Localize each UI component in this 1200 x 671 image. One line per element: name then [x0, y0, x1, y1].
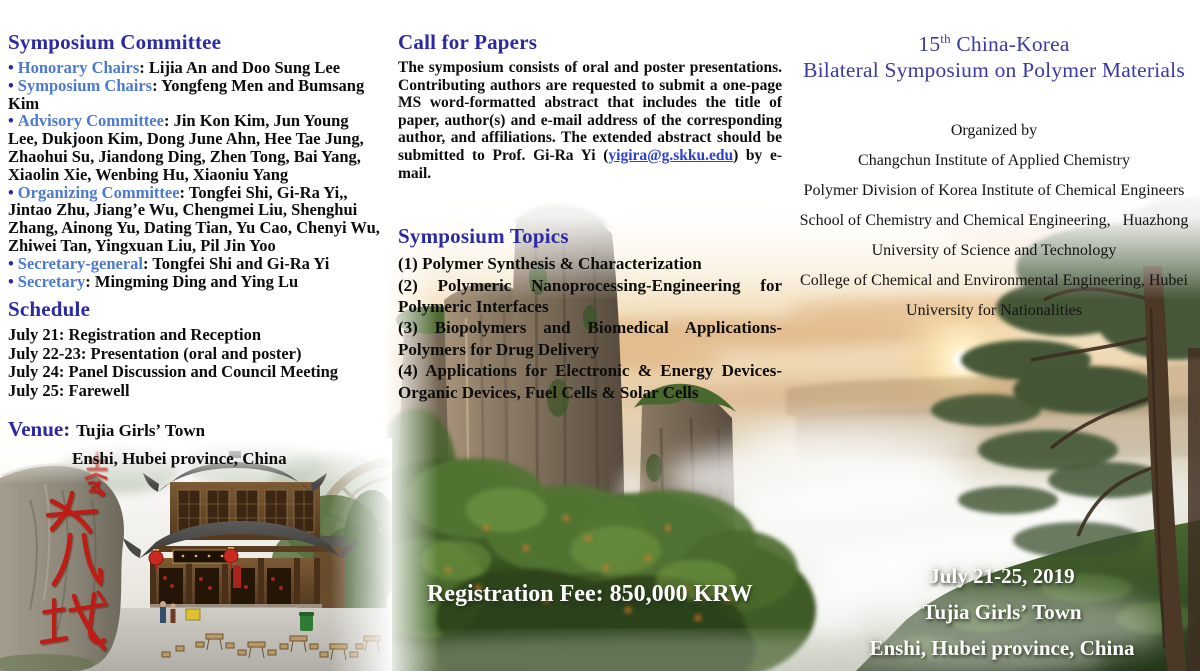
- committee-label: Honorary Chairs: [17, 58, 140, 77]
- title-line1: China-Korea: [950, 32, 1070, 57]
- topic-item: (3) Biopolymers and Biomedical Applications-Polymers for Drug Delivery: [398, 318, 782, 359]
- committee-item: [8, 112, 380, 183]
- bullet-marker: •: [8, 253, 14, 273]
- cfp-text-before: The symposium consists of oral and poster presentations. Contributing authors are requested to submit a one-page MS word-formatted abstract that includes the title of paper, author(s) and e-mail address of the corresponding author, and affiliations. The extended abstract should be submitted to Prof. Gi-Ra Yi (: [398, 59, 782, 164]
- middle-column: [398, 30, 782, 403]
- event-footer: [828, 558, 1176, 666]
- schedule-item: July 22-23: Presentation (oral and poster): [8, 343, 302, 363]
- topic-item: (2) Polymeric Nanoprocessing-Engineering for Polymeric Interfaces: [398, 275, 782, 316]
- registration-fee: Registration Fee: 850,000 KRW: [427, 581, 753, 607]
- organizer: Polymer Division of Korea Institute of Chemical Engineers: [803, 182, 1185, 200]
- venue-name: Tujia Girlsʼ Town: [76, 420, 206, 440]
- email-link[interactable]: yigira@g.skku.edu: [608, 146, 734, 164]
- schedule-item: July 25: Farewell: [8, 380, 130, 400]
- committee-value: : Jin Kon Kim, Jun Young Lee, Dukjoon Kim, Dong June Ahn, Hee Tae Jung, Zhaohui Su, Jiandong Ding, Zhen Tong, Bai Yang, Xiaolin Xie, Wenbing Hu, Xiaoniu Yang: [8, 111, 364, 184]
- right-column: [790, 26, 1198, 319]
- schedule-item: July 21: Registration and Reception: [8, 325, 261, 345]
- left-column: [8, 30, 380, 469]
- committee-item: [8, 273, 380, 291]
- town-right-fade: [330, 438, 392, 671]
- organizer: University for Nationalities: [906, 302, 1082, 320]
- committee-label: Secretary-general: [17, 253, 143, 273]
- committee-heading: Symposium Committee: [8, 30, 222, 54]
- bullet-marker: •: [8, 58, 14, 77]
- committee-item: [8, 77, 380, 113]
- committee-value: : Mingming Ding and Ying Lu: [85, 271, 299, 291]
- trash-bin: [299, 612, 314, 631]
- schedule-heading: Schedule: [8, 297, 91, 322]
- committee-value: : Lijia An and Doo Sung Lee: [139, 58, 341, 77]
- committee-value: : Tongfei Shi and Gi-Ra Yi: [143, 253, 330, 273]
- topics-heading: Symposium Topics: [398, 224, 569, 249]
- title-number: 15: [918, 32, 941, 57]
- topic-item: (1) Polymer Synthesis & Characterization: [398, 254, 702, 274]
- committee-value: : Yongfeng Men and Bumsang Kim: [8, 75, 365, 113]
- organizer: School of Chemistry and Chemical Engineering, Huazhong: [799, 212, 1189, 230]
- venue-line: [8, 417, 380, 442]
- committee-value: : Tongfei Shi, Gi-Ra Yi,, Jintao Zhu, Jiangʼe Wu, Chengmei Liu, Shenghui Zhang, Ainong Yu, Dating Tian, Yu Cao, Chenyi Wu, Zhiwei Tan, Yingxuan Liu, Pil Jin Yoo: [8, 182, 380, 255]
- title-ordinal: th: [940, 31, 951, 46]
- organizer: University of Science and Technology: [871, 242, 1117, 260]
- venue-label: Venue:: [8, 416, 71, 441]
- venue-city: Enshi, Hubei province, China: [72, 448, 287, 468]
- cfp-text-after: ) by e-mail.: [398, 146, 783, 182]
- event-location: Enshi, Hubei province, China: [869, 636, 1135, 660]
- title-line2: Bilateral Symposium on Polymer Materials: [803, 58, 1185, 83]
- organized-by: Organized by: [950, 122, 1038, 140]
- organizer: Changchun Institute of Applied Chemistry: [858, 152, 1130, 170]
- menu-board: [186, 609, 200, 620]
- organizer: College of Chemical and Environmental Engineering, Hubei: [800, 272, 1188, 290]
- committee-item: [8, 59, 380, 77]
- committee-label: Symposium Chairs: [17, 75, 153, 95]
- schedule-section: [8, 297, 380, 400]
- topic-item: (4) Applications for Electronic & Energy Devices-Organic Devices, Fuel Cells & Solar Cells: [398, 361, 782, 402]
- committee-label: Organizing Committee: [17, 182, 180, 202]
- bullet-marker: •: [8, 75, 14, 95]
- event-venue: Tujia Girlsʼ Town: [922, 600, 1082, 624]
- bullet-marker: •: [8, 271, 14, 291]
- schedule-item: July 24: Panel Discussion and Council Meeting: [8, 362, 339, 382]
- topics-section: [398, 224, 782, 403]
- committee-label: Secretary: [17, 271, 86, 291]
- cfp-heading: Call for Papers: [398, 30, 538, 54]
- event-dates: July 21-25, 2019: [929, 564, 1075, 588]
- bullet-marker: •: [8, 111, 14, 131]
- committee-label: Advisory Committee: [17, 111, 164, 131]
- tujia-town-photo: [0, 438, 392, 671]
- committee-item: [8, 255, 380, 273]
- bullet-marker: •: [8, 182, 14, 202]
- committee-item: [8, 184, 380, 255]
- cfp-body: [398, 59, 782, 182]
- symposium-title: [790, 26, 1198, 83]
